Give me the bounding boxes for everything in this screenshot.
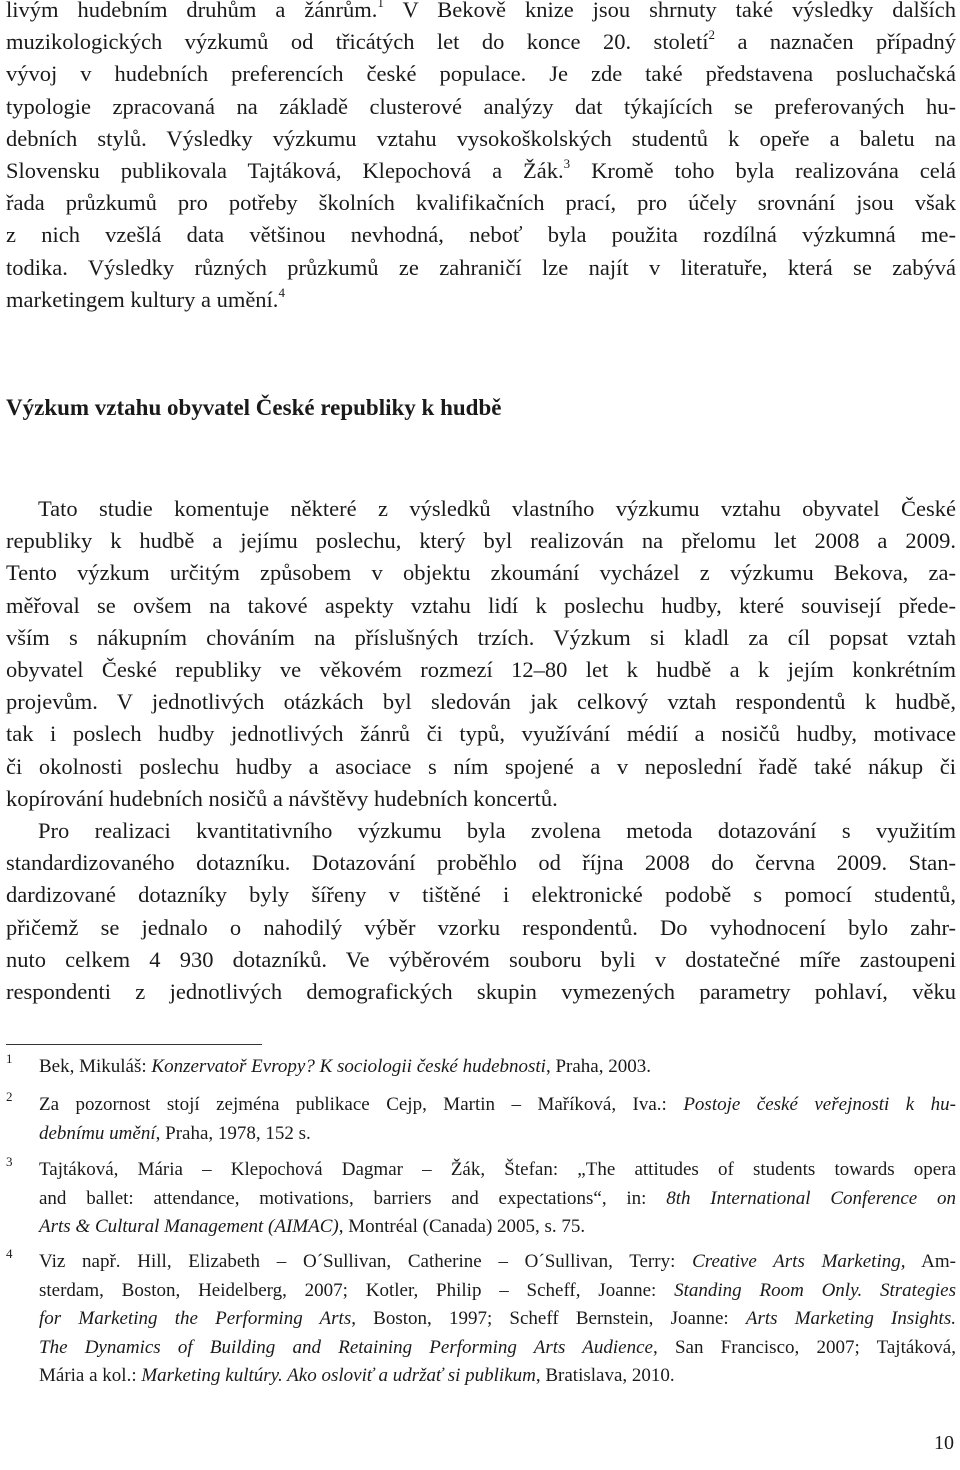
- text-line: Pro realizaci kvantitativního výzkumu byla zvolena metoda dotazování s využitím: [38, 818, 956, 844]
- footnote-ref-2[interactable]: 2: [708, 27, 716, 43]
- footnote-ref-4[interactable]: 4: [278, 284, 285, 300]
- text-line: [39, 1185, 956, 1214]
- text-line: [39, 1213, 956, 1242]
- text-line: kopírování hudebních nosičů a návštěvy hudebních koncertů.: [6, 785, 558, 811]
- text-line: tak i poslech hudby jednotlivých žánrů či typů, využívání médií a nosičů hudby, motivace: [6, 721, 956, 747]
- text-span: Bek, Mikuláš:: [39, 1056, 152, 1077]
- text-line: řada průzkumů pro potřeby školních kvalifikačních prací, pro účely srovnání jsou však: [6, 190, 956, 216]
- text-span: Viz např. Hill, Elizabeth – O´Sullivan, Catherine – O´Sullivan, Terry:: [39, 1251, 693, 1272]
- footnote-4: [6, 1248, 956, 1391]
- book-title: Marketing kultúry. Ako osloviť a udržať si publikum: [141, 1365, 536, 1386]
- text-span: , Praha, 1978, 152 s.: [155, 1122, 311, 1144]
- text-line: [6, 0, 956, 26]
- text-line: [39, 1053, 956, 1082]
- text-line: projevům. V jednotlivých otázkách byl sledován jak celkový vztah respondentů k hudbě,: [6, 689, 956, 715]
- text-span: a naznačen případný: [715, 29, 957, 55]
- intro-paragraph: [6, 0, 956, 316]
- text-line: typologie zpracovaná na základě clusterové analýzy dat týkajících se preferovaných hu-: [6, 93, 956, 119]
- text-span: sterdam, Boston, Heidelberg, 2007; Kotler, Philip – Scheff, Joanne:: [39, 1279, 675, 1301]
- book-title: for Marketing the Performing Arts: [39, 1308, 352, 1329]
- book-title: The Dynamics of Building and Retaining Performing Arts Audience: [39, 1336, 653, 1358]
- text-line: [6, 26, 956, 58]
- book-title: Creative Arts Marketing,: [692, 1251, 906, 1272]
- text-line: debních stylů. Výsledky výzkumu vztahu vysokoškolských studentů k opeře a baletu na: [6, 125, 956, 151]
- text-span: marketingem kultury a umění.: [6, 286, 279, 312]
- text-line: obyvatel České republiky ve věkovém rozmezí 12–80 let k hudbě a k jejím konkrétním: [6, 657, 956, 683]
- text-span: livým hudebním druhům a žánrům.: [6, 0, 378, 22]
- text-span: V Bekově knize jsou shrnuty také výsledky dalších: [383, 0, 956, 22]
- book-title: Arts Marketing Insights.: [745, 1308, 956, 1329]
- book-title: Arts & Cultural Management (AIMAC): [39, 1216, 339, 1237]
- text-line: či okolnosti poslechu hudby a asociace s ním spojené a v neposlední řadě také nákup či: [6, 753, 956, 779]
- text-line: [39, 1362, 956, 1391]
- text-line: nuto celkem 4 930 dotazníků. Ve výběrovém souboru byli v dostatečné míře zastoupeni: [6, 946, 956, 972]
- page-number: 10: [934, 1432, 954, 1454]
- text-line: [39, 1277, 956, 1306]
- footnote-text: [39, 1091, 956, 1148]
- footnote-divider: [6, 1044, 262, 1045]
- text-line: [6, 284, 956, 316]
- text-line: [39, 1120, 956, 1149]
- text-line: vším s nákupním chováním na příslušných trzích. Výzkum si kladl za cíl popsat vztah: [6, 624, 956, 650]
- footnote-number: 2: [6, 1089, 13, 1104]
- footnote-ref-3[interactable]: 3: [563, 156, 571, 172]
- footnote-number: 3: [6, 1154, 13, 1169]
- text-span: , Praha, 2003.: [545, 1056, 651, 1077]
- text-line: Tento výzkum určitým způsobem v objektu zkoumání vycházel z výzkumu Bekova, za-: [6, 560, 956, 586]
- text-span: Za pozornost stojí zejména publikace Cejp, Martin – Maříková, Iva.:: [39, 1094, 684, 1115]
- text-span: Kromě toho byla realizována celá: [570, 158, 956, 184]
- text-line: todika. Výsledky různých průzkumů ze zahraničí lze najít v literatuře, která se zabývá: [6, 254, 956, 280]
- text-span: Slovensku publikovala Tajtáková, Klepochová a Žák.: [6, 158, 564, 184]
- book-title: debnímu umění: [39, 1122, 156, 1144]
- text-line: [6, 155, 956, 187]
- text-line: republiky k hudbě a jejímu poslechu, který byl realizován na přelomu let 2008 a 2009.: [6, 528, 956, 554]
- text-line: [39, 1305, 956, 1334]
- text-span: Am-: [905, 1251, 956, 1272]
- body-text: [6, 493, 956, 1008]
- book-title: Konzervatoř Evropy? K sociologii české hudebnosti: [151, 1056, 546, 1077]
- footnote-number: 4: [6, 1246, 13, 1261]
- text-line: Tato studie komentuje některé z výsledků vlastního výzkumu vztahu obyvatel České: [38, 496, 956, 521]
- text-span: muzikologických výzkumů od třicátých let do konce 20. století: [6, 29, 709, 55]
- text-line: [39, 1248, 956, 1277]
- text-span: and ballet: attendance, motivations, barriers and expectations“, in:: [39, 1187, 667, 1209]
- text-line: přičemž se jednalo o nahodilý výběr vzorku respondentů. Do vyhodnocení bylo zahr-: [6, 914, 956, 940]
- book-title: Postoje české veřejnosti k hu-: [683, 1094, 956, 1115]
- footnote-ref-1[interactable]: 1: [377, 0, 384, 10]
- text-line: vývoj v hudebních preferencích české populace. Je zde také představena posluchačská: [6, 61, 956, 87]
- section-heading: Výzkum vztahu obyvatel České republiky k hudbě: [6, 395, 502, 420]
- footnote-text: [39, 1156, 956, 1242]
- text-span: , Montréal (Canada) 2005, s. 75.: [338, 1216, 586, 1237]
- footnote-1: [6, 1053, 956, 1082]
- footnote-3: [6, 1156, 956, 1242]
- text-line: [39, 1091, 956, 1120]
- footnote-text: [39, 1053, 956, 1082]
- text-span: , San Francisco, 2007; Tajtáková,: [652, 1336, 956, 1358]
- footnote-2: [6, 1091, 956, 1148]
- text-line: [39, 1334, 956, 1363]
- footnote-text: [39, 1248, 956, 1391]
- text-span: Mária a kol.:: [39, 1365, 142, 1386]
- text-line: z nich vzešlá data většinou nevhodná, neboť byla použita rozdílná výzkumná me-: [6, 222, 956, 248]
- footnote-number: 1: [6, 1051, 13, 1066]
- text-line: měřoval se ovšem na takové aspekty vztahu lidí k poslechu hudby, které souvisejí přede-: [6, 592, 956, 618]
- text-line: Tajtáková, Mária – Klepochová Dagmar – Žák, Štefan: „The attitudes of students towards opera: [39, 1159, 956, 1180]
- text-span: , Bratislava, 2010.: [535, 1365, 675, 1386]
- text-span: , Boston, 1997; Scheff Bernstein, Joanne:: [351, 1308, 746, 1329]
- book-title: Standing Room Only. Strategies: [674, 1279, 956, 1301]
- text-line: standardizovaného dotazníku. Dotazování proběhlo od října 2008 do června 2009. Stan-: [6, 850, 956, 876]
- book-title: 8th International Conference on: [666, 1187, 956, 1209]
- text-line: respondenti z jednotlivých demografických skupin vymezených parametry pohlaví, věku: [6, 979, 956, 1005]
- text-line: dardizované dotazníky byly šířeny v tištěné i elektronické podobě s pomocí studentů,: [6, 882, 956, 908]
